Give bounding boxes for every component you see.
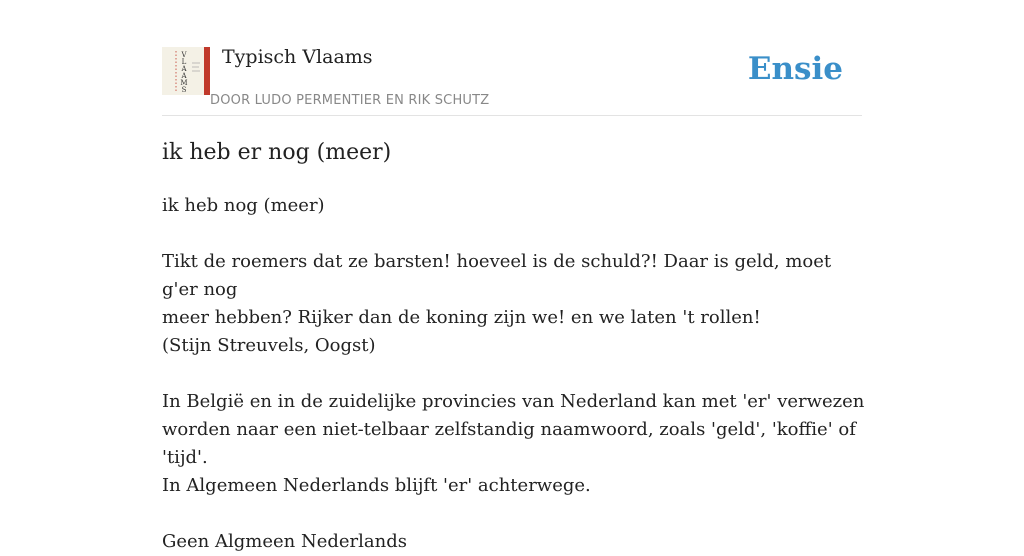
- dictionary-header: [162, 44, 862, 116]
- entry-title: ik heb er nog (meer): [162, 140, 392, 165]
- book-cover-logo-icon: [162, 47, 210, 95]
- logo-letter: L: [181, 58, 187, 66]
- logo-letter: V: [181, 51, 187, 59]
- example-quote-line: meer hebben? Rijker dan de koning zijn we! en we laten 't rollen!: [162, 307, 761, 328]
- entry-body: [162, 192, 872, 556]
- logo-letter: S: [181, 86, 187, 94]
- example-quote-line: Tikt de roemers dat ze barsten! hoeveel is de schuld?! Daar is geld, moet g'er nog: [162, 251, 832, 300]
- usage-note-line: In België en in de zuidelijke provincies van Nederland kan met 'er' verwezen: [162, 391, 865, 412]
- logo-letter: A: [181, 72, 187, 80]
- entry-definition: ik heb nog (meer): [162, 195, 325, 216]
- example-source: (Stijn Streuvels, Oogst): [162, 335, 376, 356]
- ensie-brand-logo[interactable]: Ensie: [747, 51, 843, 87]
- dictionary-logo[interactable]: [162, 47, 210, 95]
- spacer: [162, 500, 872, 528]
- dictionary-title[interactable]: Typisch Vlaams: [222, 46, 373, 68]
- logo-letter: M: [180, 79, 188, 87]
- spacer: [162, 360, 872, 388]
- usage-note-line: In Algemeen Nederlands blijft 'er' achterwege.: [162, 475, 591, 496]
- logo-letter: A: [181, 65, 187, 73]
- dictionary-authors: DOOR LUDO PERMENTIER EN RIK SCHUTZ: [210, 93, 490, 108]
- usage-note-line: worden naar een niet-telbaar zelfstandig naamwoord, zoals 'geld', 'koffie' of 'tijd'.: [162, 419, 856, 468]
- register-label: Geen Algmeen Nederlands: [162, 531, 407, 552]
- spacer: [162, 220, 872, 248]
